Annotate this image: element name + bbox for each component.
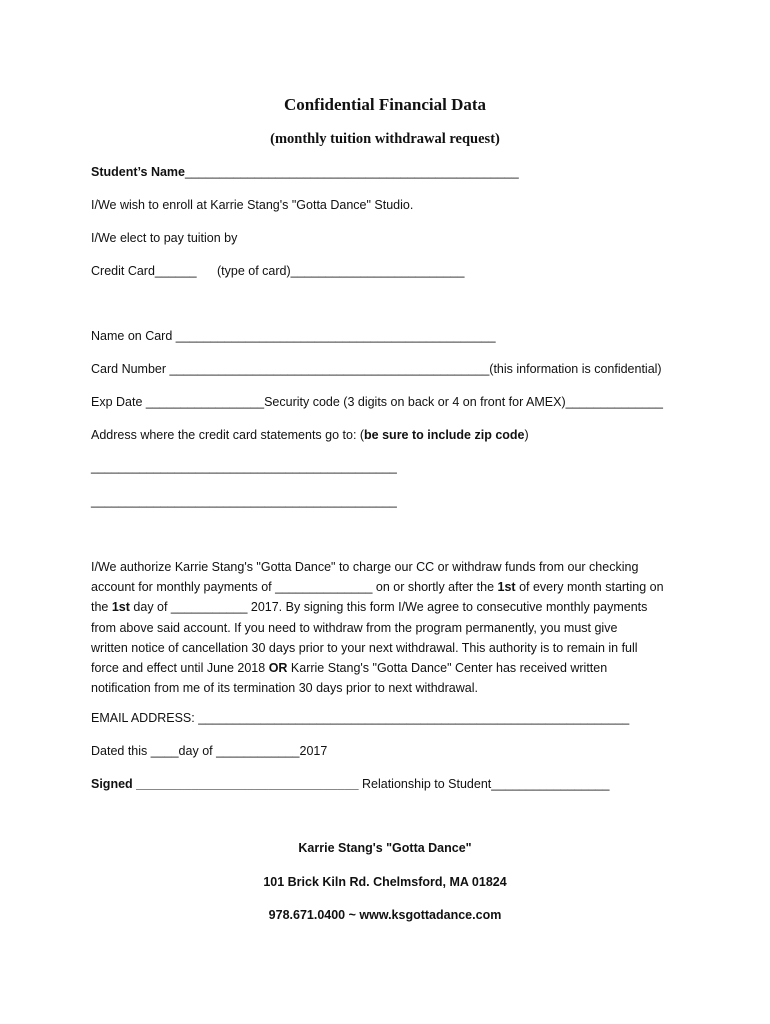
- email-field[interactable]: EMAIL ADDRESS: ______________________________________________________________: [91, 711, 630, 725]
- dated-field[interactable]: Dated this ____day of ____________2017: [91, 744, 328, 758]
- card-number-field[interactable]: [91, 361, 662, 377]
- authorization-paragraph: [91, 557, 691, 698]
- address-line-2[interactable]: ____________________________________________: [91, 494, 397, 508]
- student-name-field[interactable]: [91, 164, 519, 180]
- studio-address: 101 Brick Kiln Rd. Chelmsford, MA 01824: [263, 875, 507, 889]
- zip-code-note: be sure to include zip code: [364, 428, 525, 442]
- credit-card-field[interactable]: [91, 263, 197, 279]
- exp-date-field[interactable]: [91, 394, 663, 410]
- authorization-line: notification from me of its termination 30 days prior to next withdrawal.: [91, 681, 478, 696]
- card-number-label: Card Number ______________________________________________: [91, 362, 490, 376]
- elect-statement: I/We elect to pay tuition by: [91, 231, 238, 245]
- studio-contact: 978.671.0400 ~ www.ksgottadance.com: [268, 908, 502, 922]
- credit-card-label: Credit Card______: [91, 264, 197, 278]
- authorization-line: the 1st day of ___________ 2017. By signing this form I/We agree to consecutive monthly payments: [91, 600, 648, 615]
- name-on-card-field[interactable]: Name on Card ______________________________________________: [91, 329, 496, 343]
- authorization-line: written notice of cancellation 30 days prior to your next withdrawal. This authority is to remain in full: [91, 640, 638, 655]
- signed-label: Signed: [91, 777, 133, 791]
- card-type-label: (type of card)_________________________: [217, 264, 465, 278]
- card-number-note: (this information is confidential): [489, 362, 662, 376]
- signature-field[interactable]: [91, 776, 359, 792]
- student-name-label: Student’s Name: [91, 165, 186, 179]
- address-instruction: Address where the credit card statements go to: (be sure to include zip code): [91, 428, 529, 442]
- enroll-statement: I/We wish to enroll at Karrie Stang's "Gotta Dance" Studio.: [91, 198, 414, 212]
- security-code-label: Security code (3 digits on back or 4 on front for AMEX)______________: [264, 395, 663, 409]
- signature-blank: ________________________________: [132, 777, 359, 791]
- student-name-blank: ________________________________________________: [185, 165, 519, 179]
- exp-date-label: Exp Date _________________: [91, 395, 265, 409]
- authorization-line: I/We authorize Karrie Stang's "Gotta Dance" to charge our CC or withdraw funds from our checking: [91, 560, 639, 574]
- card-type-field[interactable]: [217, 263, 464, 279]
- studio-name: Karrie Stang's "Gotta Dance": [298, 841, 472, 855]
- authorization-line: from above said account. If you need to withdraw from the program permanently, you must give: [91, 620, 618, 635]
- document-subtitle: (monthly tuition withdrawal request): [270, 131, 500, 147]
- authorization-line: force and effect until June 2018 OR Karrie Stang's "Gotta Dance" Center has received written: [91, 661, 608, 676]
- document-title: Confidential Financial Data: [283, 95, 487, 114]
- relationship-field[interactable]: Relationship to Student_________________: [362, 777, 610, 791]
- authorization-line: account for monthly payments of ______________ on or shortly after the 1st of every month starting on: [91, 580, 664, 595]
- address-line-1[interactable]: ____________________________________________: [91, 460, 397, 474]
